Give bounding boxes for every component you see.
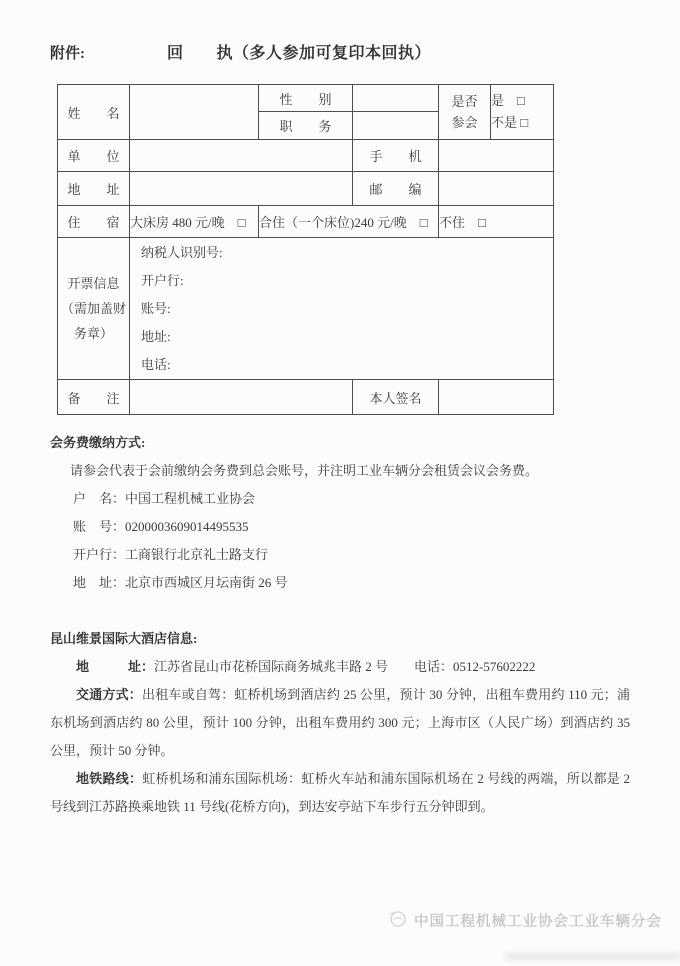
postcode-value-cell[interactable] [439,172,554,206]
hotel-transport-text: 出租车或自驾：虹桥机场到酒店约 25 公里，预计 30 分钟，出租车费用约 110 元；浦东机场到酒店约 80 公里，预计 100 分钟，出租车费用约 300 元；上海市区（人民广场）到酒店约 35 公里，预计 50 分钟。 [50,687,630,758]
invoice-address-field[interactable]: 地址: [141,328,171,344]
footer-watermark [386,908,662,933]
attend-label-line1: 是否 [451,94,478,109]
table-row-unit [58,140,554,172]
payee-name-line: 户 名：中国工程机械工业协会 [73,491,256,506]
table-row-address [58,172,554,206]
account-number-line: 账 号：0200003609014495535 [73,519,249,534]
position-label: 职 务 [259,112,353,140]
signature-value-cell[interactable] [439,380,554,415]
address-value-cell[interactable] [130,172,353,206]
table-row-remark [58,380,554,415]
taxpayer-id-field[interactable]: 纳税人识别号: [141,244,223,260]
hotel-section [50,625,630,821]
account-number-field[interactable]: 账号: [141,300,171,316]
attachment-label: 附件: [50,46,85,62]
payment-intro: 请参会代表于会前缴纳会务费到总会账号，并注明工业车辆分会租赁会议会务费。 [70,463,539,478]
hotel-address-label: 地 址： [76,659,155,674]
address-label: 地 址 [58,172,130,206]
lodging-single-checkbox[interactable]: 大床房 480 元/晚 □ [130,206,259,238]
invoice-content-cell[interactable] [130,238,554,380]
invoice-label-line2: （需加盖财 [60,301,126,316]
invoice-info-label [58,238,130,380]
scan-artifact [505,952,680,961]
attend-label-line2: 参会 [451,115,478,130]
hotel-metro-label: 地铁路线： [76,771,143,786]
invoice-phone-field[interactable]: 电话: [141,356,171,372]
reply-form-table [57,84,554,415]
lodging-shared-checkbox[interactable]: 合住（一个床位)240 元/晚 □ [259,206,439,238]
hotel-metro-paragraph [50,765,630,821]
hotel-address-paragraph [50,653,630,681]
signature-label: 本人签名 [353,380,439,415]
invoice-label-line1: 开票信息 [67,276,120,291]
bank-address-line: 地 址：北京市西城区月坛南街 26 号 [73,575,288,590]
invoice-label-line3: 务章） [73,326,113,341]
attend-no-checkbox[interactable]: 不是 □ [491,115,529,130]
page-title: 回 执（多人参加可复印本回执） [167,45,432,62]
payment-section [50,429,630,597]
attend-options-cell [491,85,554,140]
gender-value-cell[interactable] [353,85,439,112]
gender-label: 性 别 [259,85,353,112]
mobile-value-cell[interactable] [439,140,554,172]
table-row-lodging [58,206,554,238]
remark-value-cell[interactable] [130,380,353,415]
lodging-label: 住 宿 [58,206,130,238]
hotel-transport-paragraph [50,681,630,765]
unit-label: 单 位 [58,140,130,172]
remark-label: 备 注 [58,380,130,415]
name-label: 姓 名 [58,85,130,140]
hotel-heading: 昆山维景国际大酒店信息: [50,631,198,646]
hotel-transport-label: 交通方式： [76,687,143,702]
footer-org-name: 中国工程机械工业协会工业车辆分会 [414,914,662,930]
bank-branch-line: 开户行：工商银行北京礼士路支行 [73,547,269,562]
table-row-name [58,85,554,112]
mobile-label: 手 机 [353,140,439,172]
position-value-cell[interactable] [353,112,439,140]
attend-label [439,85,491,140]
bank-branch-field[interactable]: 开户行: [141,272,184,288]
emblem-icon [386,908,408,933]
lodging-none-checkbox[interactable]: 不住 □ [439,206,554,238]
document-header [50,0,680,63]
attend-yes-checkbox[interactable]: 是 □ [491,93,525,108]
payment-heading: 会务费缴纳方式: [50,435,146,450]
name-value-cell[interactable] [130,85,259,140]
hotel-address-text: 江苏省昆山市花桥国际商务城兆丰路 2 号 电话：0512-57602222 [154,659,536,674]
hotel-metro-text: 虹桥机场和浦东国际机场：虹桥火车站和浦东国际机场在 2 号线的两端，所以都是 2 号线到江苏路换乘地铁 11 号线(花桥方向)，到达安亭站下车步行五分钟即到。 [50,771,630,814]
postcode-label: 邮 编 [353,172,439,206]
table-row-invoice [58,238,554,380]
unit-value-cell[interactable] [130,140,353,172]
